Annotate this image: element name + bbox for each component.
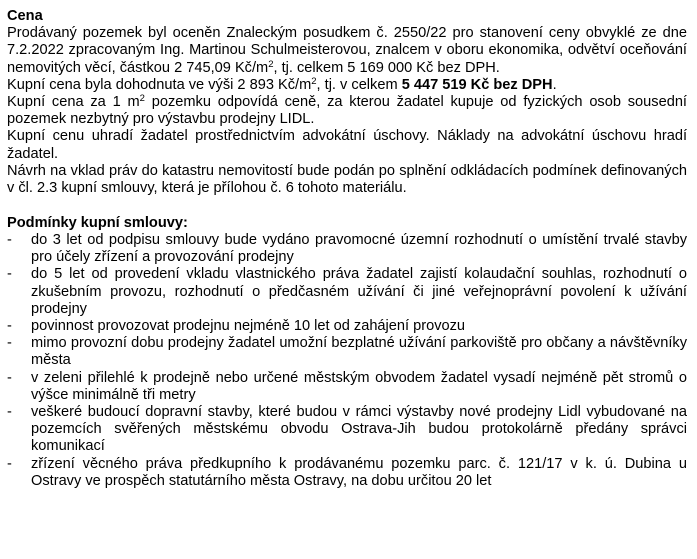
square-meter-superscript: 2 bbox=[311, 75, 317, 87]
condition-text: mimo provozní dobu prodejny žadatel umožní bezplatné užívání parkoviště pro občany a návštěvníky města bbox=[31, 335, 687, 369]
condition-item bbox=[7, 335, 687, 369]
condition-text: do 3 let od podpisu smlouvy bude vydáno pravomocné územní rozhodnutí o umístění trvalé stavby pro účely zřízení a provozování prodejny bbox=[31, 231, 687, 266]
condition-text: povinnost provozovat prodejnu nejméně 10 let od zahájení provozu bbox=[31, 317, 466, 334]
dash-bullet: - bbox=[7, 455, 12, 472]
price-heading: Cena bbox=[7, 8, 43, 24]
condition-item bbox=[7, 404, 687, 456]
dash-bullet: - bbox=[7, 317, 12, 334]
conditions-list bbox=[7, 232, 687, 490]
comparison-text: Kupní cena za 1 m bbox=[7, 94, 140, 111]
condition-text: do 5 let od provedení vkladu vlastnického práva žadatel zajistí kolaudační souhlas, rozhodnutí o zkušebním provozu, rozhodnutí o předčasném užívání či jiné veřejnoprávní povolení k užívání prodejny bbox=[31, 266, 687, 317]
agreed-price-text: Kupní cena byla dohodnuta ve výši 2 893 Kč/m bbox=[7, 76, 312, 93]
price-paragraph-agreed bbox=[7, 77, 687, 94]
comparison-rest-text: pozemku odpovídá ceně, za kterou žadatel kupuje od fyzických osob sousední pozemek nezbytný pro výstavbu prodejny LIDL. bbox=[7, 94, 687, 128]
price-paragraph-cadastre: Návrh na vklad práv do katastru nemovitostí bude podán po splnění odkládacích podmínek definovaných v čl. 2.3 kupní smlouvy, která je přílohou č. 6 tohoto materiálu. bbox=[7, 162, 687, 197]
dash-bullet: - bbox=[7, 335, 12, 352]
section-spacer bbox=[7, 197, 687, 215]
square-meter-superscript: 2 bbox=[268, 58, 274, 70]
dash-bullet: - bbox=[7, 231, 12, 248]
condition-item bbox=[7, 266, 687, 318]
valuation-total-text: , tj. celkem 5 169 000 Kč bez DPH. bbox=[273, 59, 500, 76]
dash-bullet: - bbox=[7, 266, 12, 283]
conditions-heading: Podmínky kupní smlouvy: bbox=[7, 214, 188, 231]
valuation-text: Prodávaný pozemek byl oceněn Znaleckým posudkem č. 2550/22 pro stanovení ceny obvyklé ze dne 7.2.2022 zpracovaným Ing. Martinou Schulmeisterovou, znalcem v oboru ekonomika, odvětví oceňování nemovitých věcí, částkou 2 745,09 Kč/m bbox=[7, 25, 687, 76]
agreed-price-mid-text: , tj. v celkem bbox=[316, 76, 402, 93]
condition-item bbox=[7, 456, 687, 490]
square-meter-superscript: 2 bbox=[139, 93, 145, 105]
agreed-price-end: . bbox=[552, 76, 557, 93]
condition-item bbox=[7, 370, 687, 404]
dash-bullet: - bbox=[7, 403, 12, 420]
condition-text: veškeré budoucí dopravní stavby, které budou v rámci výstavby nové prodejny Lidl vybudované na pozemcích svěřených městskému obvodu Ostrava-Jih budou protokolárně předány správci komunikací bbox=[31, 403, 687, 455]
price-paragraph-escrow: Kupní cenu uhradí žadatel prostřednictvím advokátní úschovy. Náklady na advokátní úschovu hradí žadatel. bbox=[7, 128, 687, 162]
agreed-total-amount: 5 447 519 Kč bez DPH bbox=[401, 76, 553, 93]
condition-item bbox=[7, 232, 687, 266]
price-paragraph-comparison bbox=[7, 94, 687, 128]
condition-item bbox=[7, 318, 687, 335]
price-paragraph-valuation bbox=[7, 25, 687, 77]
dash-bullet: - bbox=[7, 369, 12, 386]
condition-text: zřízení věcného práva předkupního k prodávanému pozemku parc. č. 121/17 v k. ú. Dubina u Ostravy ve prospěch statutárního města Ostravy, na dobu určitou 20 let bbox=[31, 455, 687, 489]
condition-text: v zeleni přilehlé k prodejně nebo určené městským obvodem žadatel vysadí nejméně pět stromů o výšce minimálně tři metry bbox=[31, 369, 687, 403]
